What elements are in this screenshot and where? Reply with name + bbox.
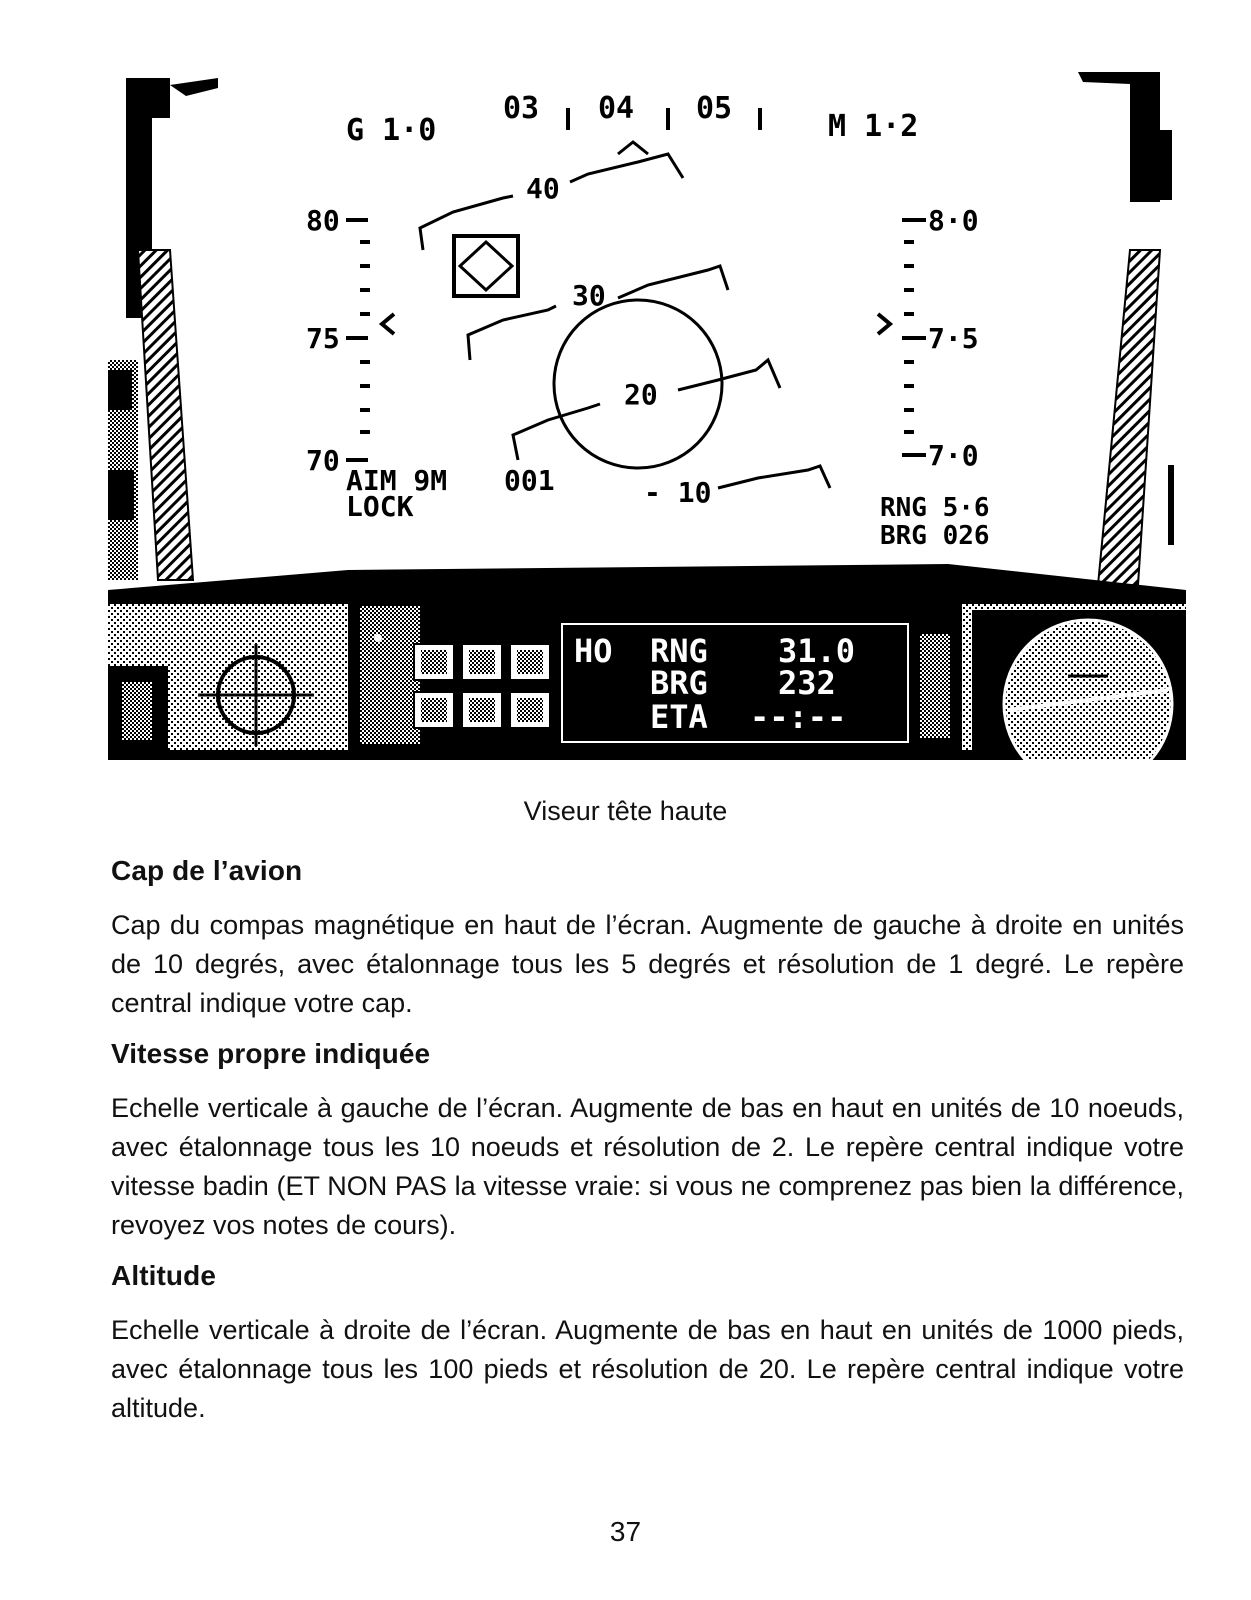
hud-illustration [108,70,1186,760]
pitch-label-30: 30 [572,279,606,312]
section-heading [111,854,1184,1023]
heading-tape [346,91,918,154]
altitude-scale [878,204,979,472]
display-panel [348,598,962,750]
speed-pointer-icon [382,314,394,334]
nav-range-value: 31.0 [778,632,856,670]
pitch-label-10: - 10 [644,476,712,509]
nav-eta-value: --:-- [750,698,847,736]
section-body: Echelle verticale à gauche de l’écran. Augmente de bas en haut en unités de 10 noeuds, avec étalonnage tous les 10 noeuds et résolution de 2. Le repère central indique votre vitesse badin (ET NON PAS la vitesse vraie: si vous ne comprenez pas bien la différence, revoyez vos notes de cours). [111,1093,1184,1240]
heading-tick-04: 04 [598,91,635,126]
range-readout: RNG 5·6 [880,493,990,523]
nav-readout-screen [562,624,908,742]
lock-status: LOCK [346,490,414,523]
mach-readout: M 1·2 [828,109,919,144]
pitch-label-40: 40 [526,172,560,205]
pitch-label-20: 20 [624,378,658,411]
nav-mode: HO [574,632,613,670]
weapon-count: 001 [504,464,555,497]
attitude-ball-icon [972,610,1186,760]
hud-screenshot [108,70,1186,760]
section-title: Altitude [111,1260,217,1291]
bearing-readout: BRG 026 [880,521,990,551]
airspeed-scale [306,204,394,477]
heading-tick-05: 05 [696,91,733,126]
altitude-label-8-0: 8·0 [928,204,979,237]
speed-label-80: 80 [306,204,340,237]
section-title: Vitesse propre indiquée [111,1038,431,1069]
section-title: Cap de l’avion [111,855,303,886]
figure-caption: Viseur tête haute [523,796,728,826]
nav-eta-label: ETA [650,698,708,736]
heading-caret-icon [618,142,648,154]
heading-tick-03: 03 [503,91,540,126]
nav-bearing-label: BRG [650,664,708,702]
section-body: Echelle verticale à droite de l’écran. Augmente de bas en haut en unités de 1000 pieds, avec étalonnage tous les 100 pieds et résolution de 20. Le repère central indique votre altitude. [111,1315,1184,1423]
altitude-label-7-5: 7·5 [928,322,979,355]
g-readout: G 1·0 [346,113,437,148]
target-designator-icon [454,236,518,296]
nav-range-label: RNG [650,632,708,670]
nav-bearing-value: 232 [778,664,836,702]
speed-label-70: 70 [306,444,340,477]
section-body: Cap du compas magnétique en haut de l’écran. Augmente de gauche à droite en unités de 10 degrés, avec étalonnage tous les 5 degrés et résolution de 1 degré. Le repère central indique votre cap. [111,910,1184,1018]
left-canopy-frame [108,78,218,580]
altitude-pointer-icon [878,314,890,334]
page-number: 37 [609,1516,642,1547]
document-body [111,854,1184,1442]
speed-label-75: 75 [306,322,340,355]
weapon-readout: AIM 9M [346,464,448,497]
right-canopy-frame [1078,72,1174,585]
section-altitude [111,1259,1184,1428]
pitch-ladder [420,154,830,488]
altitude-label-7-0: 7·0 [928,439,979,472]
section-airspeed [111,1037,1184,1245]
